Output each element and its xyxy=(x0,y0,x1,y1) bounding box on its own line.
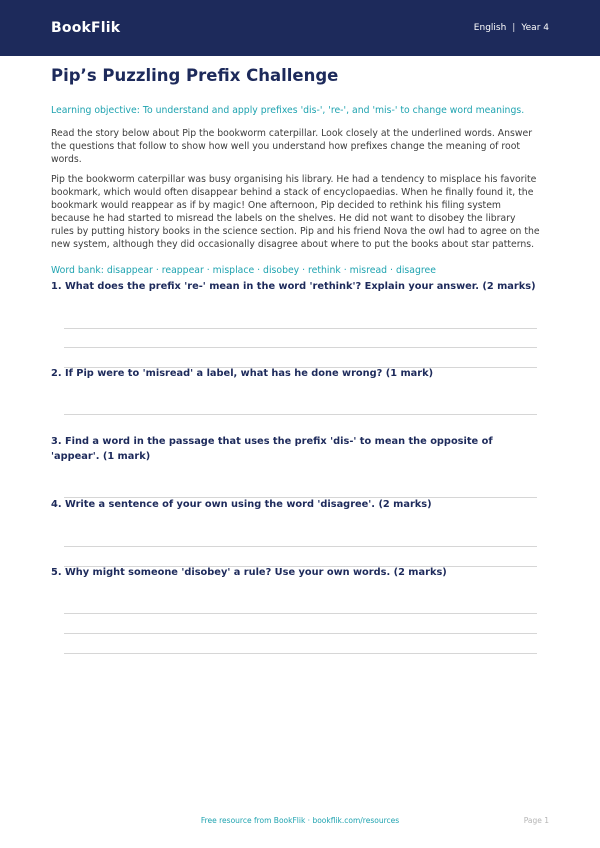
header-bar xyxy=(0,0,600,56)
instructions-text: Read the story below about Pip the bookworm caterpillar. Look closely at the underlined words. Answer the questions that follow to show how well you understand how prefixes change the meaning of root words. xyxy=(51,128,533,165)
page-title: Pip’s Puzzling Prefix Challenge xyxy=(51,66,339,85)
learning-objective: Learning objective: To understand and apply prefixes 'dis-', 're-', and 'mis-' to change word meanings. xyxy=(51,105,525,116)
header-meta xyxy=(474,23,549,33)
page-footer xyxy=(0,816,600,828)
answer-line[interactable] xyxy=(64,633,537,634)
question-1: 1. What does the prefix 're-' mean in the word 'rethink'? Explain your answer. (2 marks) xyxy=(51,281,536,292)
page-number: Page 1 xyxy=(523,816,549,825)
question-5: 5. Why might someone 'disobey' a rule? Use your own words. (2 marks) xyxy=(51,567,447,578)
subject-label: English xyxy=(473,23,507,33)
story-text: Pip the bookworm caterpillar was busy organising his library. He had a tendency to misplace his favorite bookmark, which would often disappear behind a stack of encyclopaedias. When he finally found it, the bookmark would reappear as if by magic! One afternoon, Pip decided to rethink his filing system because he had started to misread the labels on the shelves. He did not want to disobey the library rules by putting history books in the science section. Pip and his friend Nova the owl had to agree on the new system, although they did occasionally disagree about where to put the books about star patterns. xyxy=(51,174,540,250)
question-4: 4. Write a sentence of your own using the word 'disagree'. (2 marks) xyxy=(51,499,432,510)
worksheet-intro xyxy=(51,64,541,276)
year-label: Year 4 xyxy=(521,23,549,33)
answer-line[interactable] xyxy=(64,414,537,415)
word-bank: Word bank: disappear · reappear · misplace · disobey · rethink · misread · disagree xyxy=(51,265,436,276)
answer-line[interactable] xyxy=(64,347,537,348)
footer-credit-link[interactable]: Free resource from BookFlik · bookflik.com/resources xyxy=(200,816,400,825)
meta-separator: | xyxy=(512,23,516,33)
question-3: 3. Find a word in the passage that uses the prefix 'dis-' to mean the opposite of 'appear'. (1 mark) xyxy=(51,436,493,462)
answer-line[interactable] xyxy=(64,653,537,654)
question-2: 2. If Pip were to 'misread' a label, what has he done wrong? (1 mark) xyxy=(51,368,434,379)
answer-line[interactable] xyxy=(64,613,537,614)
answer-line[interactable] xyxy=(64,546,537,547)
answer-line[interactable] xyxy=(64,328,537,329)
brand-logo[interactable]: BookFlik xyxy=(51,20,121,36)
